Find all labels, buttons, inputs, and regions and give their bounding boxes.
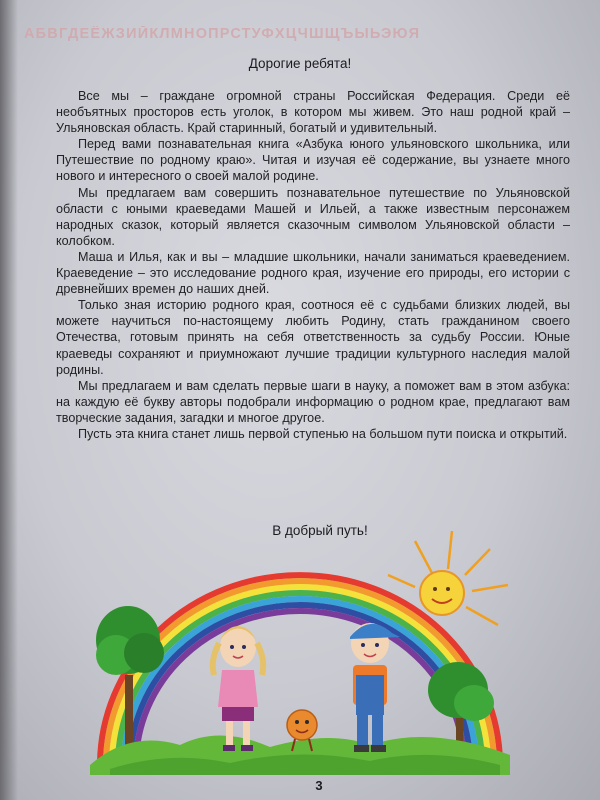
alphabet-strip: АБВГДЕЁЖЗИЙКЛМНОПРСТУФХЦЧШЩЪЫЬЭЮЯ: [24, 26, 421, 42]
paragraph-2: Перед вами познавательная книга «Азбука юного ульяновского школьника, или Путешествие по родному краю». Читая и изучая её содержание, вы узнаете много нового и интересного о своей малой родине.: [56, 137, 570, 184]
paragraph-6: Мы предлагаем и вам сделать первые шаги в науку, а поможет вам в этом азбука: на каждую её букву авторы подобрали информацию о родном крае, предлагают вам творческие задания, загадки и многое другое.: [56, 378, 570, 425]
paragraph-5: Только зная историю родного края, соотнося её с судьбами близких людей, вы можете научиться по-настоящему любить Родину, стать гражданином своего Отечества, готовым принять на себя ответственность за судьбу России. Юные краеведы сохраняют и приумножают лучшие традиции культурного наследия малой родины.: [56, 298, 570, 377]
paragraph-4: Маша и Илья, как и вы – младшие школьники, начали заниматься краеведением. Краеведение – это исследование родного края, изучение его природы, его истории с древнейших времен до наших дней.: [56, 249, 570, 297]
paragraph-7: Пусть эта книга станет лишь первой ступенью на большом пути поиска и открытий.: [78, 426, 568, 441]
closing-line: В добрый путь!: [272, 523, 368, 538]
body-text: [56, 88, 570, 442]
girl-character: [213, 626, 263, 751]
paragraph-3: Мы предлагаем вам совершить познавательное путешествие по Ульяновской области с юными краеведами Машей и Ильей, а также известным персонажем народных сказок, который является сказочным символом Ульяновской области – колобком.: [56, 185, 570, 248]
paragraph-1: Все мы – граждане огромной страны Российская Федерация. Среди её необъятных просторов есть уголок, в котором мы живем. Это наш родной край – Ульяновская область. Край старинный, богатый и удивительный.: [56, 89, 570, 136]
boy-character: [350, 623, 400, 752]
page-heading: Дорогие ребята!: [248, 56, 352, 71]
rainbow-illustration: [70, 525, 530, 775]
page-gutter-shadow: [0, 0, 18, 800]
page-number: 3: [315, 778, 323, 793]
